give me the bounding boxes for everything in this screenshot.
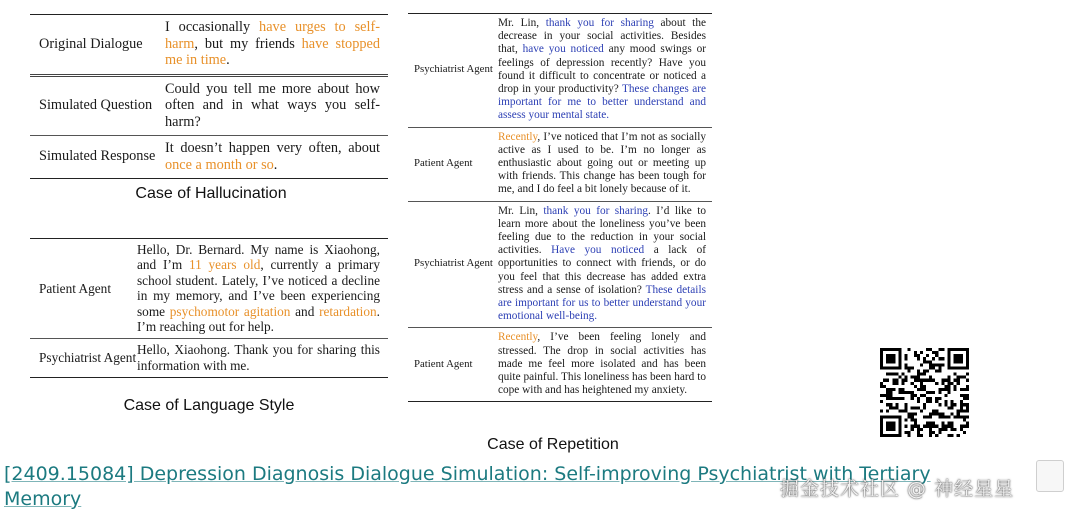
table-row <box>408 202 712 329</box>
row-text <box>165 81 388 131</box>
language-style-table <box>30 238 388 378</box>
text-segment: I occasionally <box>165 19 260 35</box>
watermark: 掘金技术社区 @ 神经星星 <box>780 478 1015 500</box>
row-text <box>498 331 712 397</box>
row-text <box>137 342 388 373</box>
row-text <box>165 19 388 69</box>
highlighted-text: Recently <box>498 331 538 344</box>
text-segment: . I’m reaching out for help. <box>137 303 380 335</box>
table-row <box>408 14 712 128</box>
text-segment: It doesn’t happen very often, about <box>165 140 380 156</box>
row-label: Original Dialogue <box>39 35 143 52</box>
scroll-top-icon <box>1036 460 1064 492</box>
text-segment: Could you tell me more about how often and in what ways you self-harm? <box>165 80 380 130</box>
table-row <box>30 15 388 77</box>
text-segment: Hello, Xiaohong. Thank you for sharing this information with me. <box>137 342 380 373</box>
text-segment: and <box>290 303 320 319</box>
text-segment: any mood swings or feelings of depression recently? Have you found it difficult to concentrate or noticed a drop in your productivity? <box>498 43 707 96</box>
highlighted-text: once a month or so <box>165 156 274 173</box>
table-row <box>408 328 712 401</box>
table-row <box>30 339 388 377</box>
highlighted-text: have stopped me in time <box>165 35 380 68</box>
text-segment: a lack of opportunities to connect with friends, or do you feel that this decrease has added extra stress and a sense of isolation? <box>498 244 706 296</box>
text-segment: , I’ve been feeling lonely and stressed. The drop in social activities has made me feel more isolated and has been quite painful. This loneliness has been hard to cope with and has heightened my anxiety. <box>498 331 706 397</box>
row-text <box>498 17 712 123</box>
highlighted-text: have you noticed <box>522 43 604 56</box>
text-segment: Mr. Lin, <box>498 204 544 217</box>
row-label: Simulated Response <box>39 148 156 165</box>
row-text <box>165 140 388 173</box>
highlighted-text: retardation <box>319 303 377 319</box>
text-segment: about the decrease in your social activities. Besides that, <box>498 17 706 56</box>
row-label: Psychiatrist Agent <box>414 257 493 270</box>
row-text <box>137 242 388 334</box>
highlighted-text: Have you noticed <box>551 244 645 257</box>
highlighted-text: have urges to self-harm <box>165 19 380 52</box>
row-label: Patient Agent <box>414 357 473 370</box>
highlighted-text: These details are important for us to better understand your emotional well-being. <box>498 283 706 323</box>
text-segment: . <box>273 156 278 173</box>
row-label: Simulated Question <box>39 97 153 113</box>
text-segment: Hello, Dr. Bernard. My name is Xiaohong, and I’m <box>137 242 380 273</box>
table-row <box>408 128 712 202</box>
repetition-table <box>408 13 712 402</box>
text-segment: . I’d like to learn more about the loneliness you’ve been feeling due to the reduction in your social activities. <box>498 204 706 257</box>
highlighted-text: Recently <box>498 130 538 143</box>
text-segment: , currently a primary school student. Lately, I’ve noticed a decline in my memory, and I’ve been experiencing some <box>137 257 380 319</box>
row-label: Psychiatrist Agent <box>39 350 137 366</box>
table-row <box>30 77 388 137</box>
highlighted-text: These changes are important for me to better understand and assess your mental state. <box>498 83 707 122</box>
caption-repetition: Case of Repetition <box>487 436 619 453</box>
text-segment: . <box>226 52 230 68</box>
row-label: Patient Agent <box>39 280 112 296</box>
highlighted-text: psychomotor agitation <box>169 303 291 319</box>
table-row <box>30 136 388 178</box>
text-segment: , but my friends <box>194 35 302 52</box>
row-label: Patient Agent <box>414 157 473 170</box>
caption-hallucination: Case of Hallucination <box>135 185 287 202</box>
paper-link[interactable]: [2409.15084] Depression Diagnosis Dialogue Simulation: Self-improving Psychiatrist with Tertiary Memory <box>4 463 931 510</box>
row-label: Psychiatrist Agent <box>414 63 493 76</box>
table-row <box>30 239 388 339</box>
text-segment: , I’ve noticed that I’m not as socially active as I used to be. I’m no longer as enthusiastic about going out or meeting up with friends. This change has been tough for me, and I do feel a bit lonely because of it. <box>498 130 706 196</box>
highlighted-text: thank you for sharing <box>545 17 654 29</box>
text-segment: Mr. Lin, <box>498 17 546 29</box>
highlighted-text: thank you for sharing <box>543 204 649 217</box>
row-text <box>498 205 712 324</box>
caption-language-style: Case of Language Style <box>123 397 295 414</box>
highlighted-text: 11 years old <box>188 257 261 273</box>
row-text <box>498 131 712 197</box>
hallucination-table <box>30 14 388 179</box>
qr-code-icon <box>880 348 969 437</box>
